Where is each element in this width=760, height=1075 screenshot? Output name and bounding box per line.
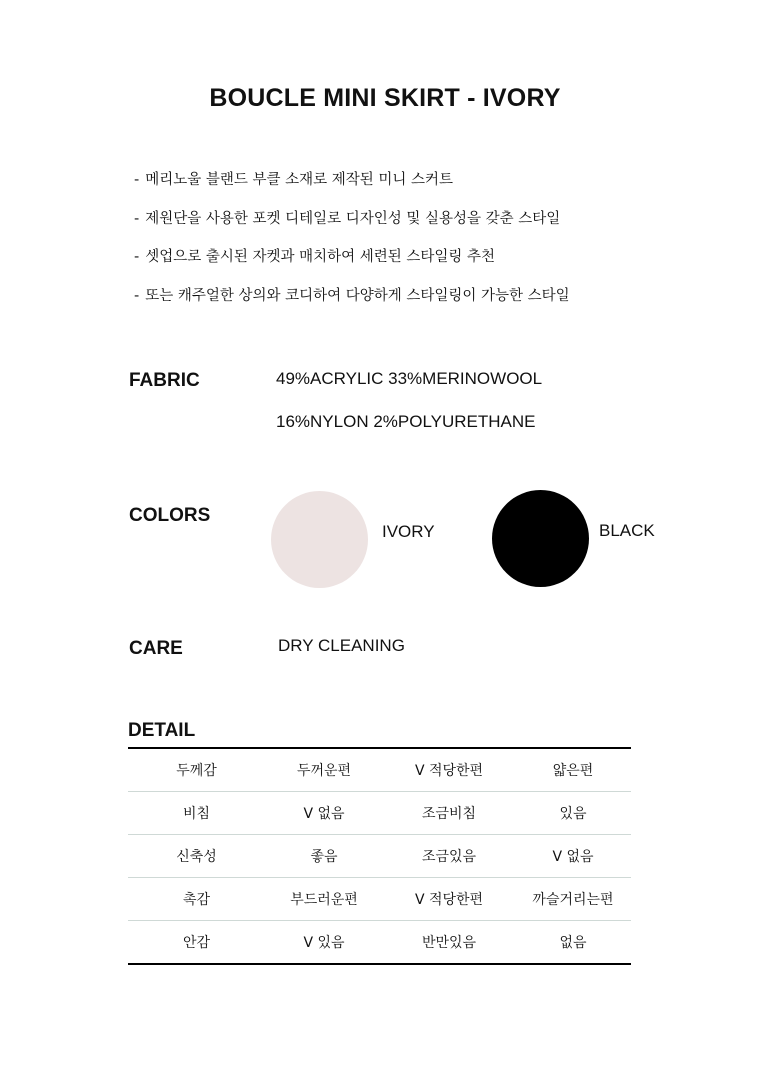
table-cell: 조금비침: [383, 792, 515, 835]
table-cell: 촉감: [128, 878, 265, 921]
table-cell: 얇은편: [515, 748, 631, 792]
feature-text: 또는 캐주얼한 상의와 코디하여 다양하게 스타일링이 가능한 스타일: [145, 287, 570, 304]
table-cell: V 적당한편: [383, 748, 515, 792]
table-cell: 좋음: [265, 835, 383, 878]
bullet-dash: -: [134, 249, 140, 265]
detail-label: DETAIL: [128, 720, 196, 741]
bullet-dash: -: [134, 287, 140, 304]
table-cell: 있음: [515, 792, 631, 835]
feature-text: 제원단을 사용한 포켓 디테일로 디자인성 및 실용성을 갖춘 스타일: [145, 210, 561, 227]
table-cell: 비침: [128, 792, 265, 835]
table-cell: V 없음: [265, 792, 383, 835]
table-row: [128, 748, 631, 792]
table-cell: 조금있음: [383, 835, 515, 878]
fabric-line-1: 49%ACRYLIC 33%MERINOWOOL: [276, 369, 543, 388]
table-row: [128, 878, 631, 921]
bullet-dash: -: [134, 210, 140, 227]
feature-list: [134, 170, 570, 324]
table-cell: 안감: [182, 935, 211, 951]
fabric-label: FABRIC: [129, 370, 200, 391]
black-color-swatch: [492, 490, 589, 587]
table-row: [128, 921, 631, 965]
table-cell: V 없음: [515, 835, 631, 878]
table-cell: 부드러운편: [265, 878, 383, 921]
table-cell: 없음: [559, 935, 587, 951]
black-color-label: BLACK: [599, 521, 655, 540]
fabric-line-2: 16%NYLON 2%POLYURETHANE: [276, 412, 536, 431]
table-row: [128, 835, 631, 878]
table-cell: V 있음: [303, 935, 345, 951]
feature-item: [134, 247, 570, 286]
feature-text: 셋업으로 출시된 자켓과 매치하여 세련된 스타일링 추천: [145, 249, 496, 265]
feature-item: [134, 209, 570, 248]
table-cell: 반만있음: [421, 935, 477, 951]
table-cell: 두께감: [128, 748, 265, 792]
colors-label: COLORS: [129, 505, 211, 526]
table-cell: V 적당한편: [383, 878, 515, 921]
care-value: DRY CLEANING: [278, 636, 405, 655]
ivory-color-swatch: [271, 491, 368, 588]
table-cell: 두꺼운편: [265, 748, 383, 792]
product-title: BOUCLE MINI SKIRT - IVORY: [209, 84, 561, 112]
care-label: CARE: [129, 638, 183, 659]
table-cell: 신축성: [128, 835, 265, 878]
feature-item: [134, 170, 570, 209]
detail-table: [128, 747, 631, 965]
feature-text: 메리노울 블랜드 부클 소재로 제작된 미니 스커트: [145, 172, 454, 188]
bullet-dash: -: [134, 172, 140, 188]
ivory-color-label: IVORY: [382, 522, 435, 541]
table-row: [128, 792, 631, 835]
table-cell: 까슬거리는편: [515, 878, 631, 921]
feature-item: [134, 286, 570, 325]
